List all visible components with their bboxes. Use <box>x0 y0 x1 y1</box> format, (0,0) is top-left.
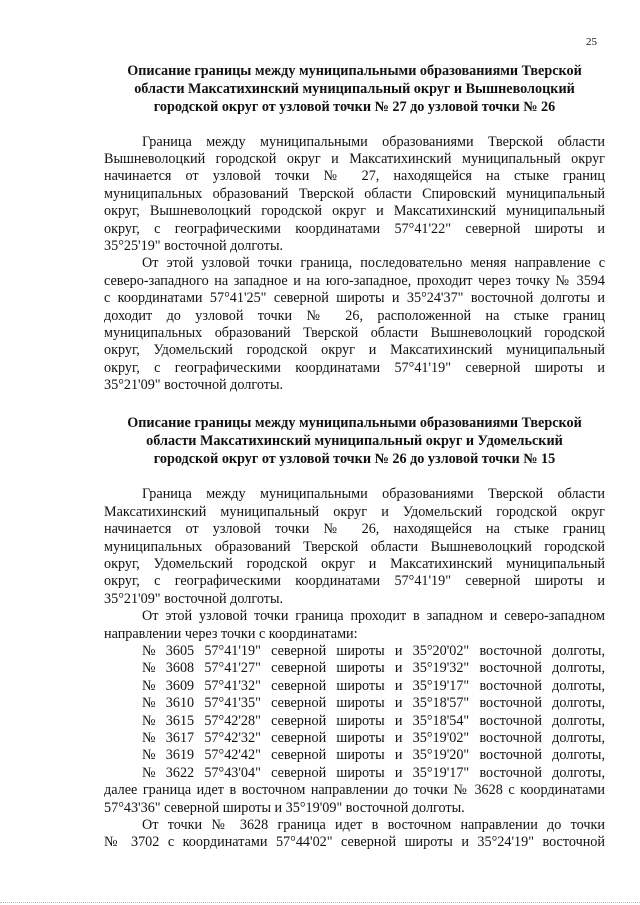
coordinate-token: 3615 <box>165 712 195 729</box>
coordinate-token: долготы, <box>552 660 605 677</box>
coordinate-token: № <box>142 747 156 764</box>
heading-line: области Максатихинский муниципальный округ и Удомельский <box>146 432 563 449</box>
text-line: Вышневолоцкий городской округ и Максатихинский муниципальный округ <box>104 151 605 168</box>
coordinate-token: 35°19'17" <box>412 764 470 781</box>
text-line: 35°25'19" восточной долготы. <box>104 238 284 255</box>
text-line: От точки № 3628 граница идет в восточном направлении до точки <box>142 817 605 834</box>
text-line: Граница между муниципальными образованиями Тверской области <box>142 486 605 503</box>
coordinate-token: № <box>142 695 156 712</box>
text-line: № 3702 с координатами 57°44'02" северной широты и 35°24'19" восточной <box>104 834 605 851</box>
coordinate-token: северной <box>271 695 327 712</box>
coordinate-token: № <box>142 660 156 677</box>
text-line: с координатами 57°41'25" северной широты и 35°24'37" восточной долготы и <box>104 290 605 307</box>
coordinate-token: и <box>394 764 403 781</box>
section-2-paragraph-2 <box>104 608 605 643</box>
heading-line: городской округ от узловой точки № 26 до узловой точки № 15 <box>153 451 556 468</box>
text-line: Максатихинский муниципальный округ и Удомельский городской округ <box>104 503 605 520</box>
section-2-paragraph-3 <box>104 782 605 817</box>
coordinate-token: 35°19'32" <box>412 660 470 677</box>
text-line: муниципальных образований Тверской области Вышневолоцкий городской <box>104 325 605 342</box>
coordinate-token: долготы, <box>552 677 605 694</box>
text-line: округ, Удомельский городской округ и Максатихинский муниципальный <box>104 555 605 572</box>
coordinate-token: долготы, <box>552 730 605 746</box>
coordinate-token: северной <box>271 642 327 659</box>
text-line: 35°21'09" восточной долготы. <box>104 377 284 394</box>
coordinate-token: северной <box>271 677 327 694</box>
coordinate-token: 35°19'17" <box>412 677 470 694</box>
coordinate-token: 3619 <box>165 747 195 764</box>
section-1-paragraph-2 <box>104 255 605 394</box>
coordinate-token: широты <box>336 660 385 677</box>
text-line: округ, с географическими координатами 57°41'22" северной широты и <box>104 220 605 237</box>
coordinate-token: восточной <box>479 730 542 746</box>
section-1-paragraph-1 <box>104 134 605 256</box>
coordinate-token: 57°41'35" <box>204 695 261 712</box>
coordinate-token: № <box>142 677 156 694</box>
coordinate-token: восточной <box>479 660 542 677</box>
coordinate-token: широты <box>336 712 385 729</box>
coordinate-row <box>104 713 605 730</box>
section-2-paragraph-1 <box>104 486 605 608</box>
coordinate-token: 57°42'42" <box>204 747 261 764</box>
section-2-body <box>104 486 605 852</box>
coordinate-token: восточной <box>479 677 542 694</box>
heading-line: Описание границы между муниципальными образованиями Тверской <box>127 414 582 431</box>
coordinate-token: № <box>142 642 156 659</box>
coordinate-row <box>104 678 605 695</box>
section-1-body <box>104 134 605 395</box>
text-line: северо-западного на западное и на юго-западное, проходит через точку № 3594 <box>104 272 605 289</box>
coordinate-token: 35°19'20" <box>412 747 470 764</box>
text-line: муниципальных образований Тверской области Спировский муниципальный <box>104 185 605 202</box>
coordinate-row <box>104 730 605 747</box>
coordinate-token: широты <box>336 730 385 746</box>
coordinate-token: широты <box>336 764 385 781</box>
coordinate-token: долготы, <box>552 764 605 781</box>
coordinate-token: 57°42'28" <box>204 712 261 729</box>
heading-line: городской округ от узловой точки № 27 до узловой точки № 26 <box>153 99 556 116</box>
coordinate-token: северной <box>271 764 327 781</box>
coordinate-token: широты <box>336 642 385 659</box>
coordinate-token: № <box>142 712 156 729</box>
section-2-heading <box>104 414 605 469</box>
coordinate-token: и <box>394 677 403 694</box>
heading-line: Описание границы между муниципальными образованиями Тверской <box>127 63 582 79</box>
heading-line: области Максатихинский муниципальный округ и Вышневолоцкий <box>134 81 575 98</box>
coordinate-token: восточной <box>479 764 542 781</box>
coordinate-token: широты <box>336 747 385 764</box>
coordinate-row <box>104 660 605 677</box>
text-line: далее граница идет в восточном направлении до точки № 3628 с координатами <box>104 782 605 799</box>
coordinate-token: 57°41'19" <box>204 642 261 659</box>
text-line: округ, с географическими координатами 57°41'19" северной широты и <box>104 359 605 376</box>
text-line: муниципальных образований Тверской области Вышневолоцкий городской <box>104 538 605 555</box>
coordinate-token: 3608 <box>165 660 195 677</box>
coordinate-token: 3609 <box>165 677 195 694</box>
coordinate-token: северной <box>271 730 327 746</box>
coordinate-token: и <box>394 730 403 746</box>
coordinate-token: 3622 <box>165 764 195 781</box>
page-bottom-divider <box>0 902 640 903</box>
coordinate-token: восточной <box>479 747 542 764</box>
coordinate-token: и <box>394 695 403 712</box>
coordinate-token: долготы, <box>552 642 605 659</box>
text-line: 35°21'09" восточной долготы. <box>104 590 284 607</box>
section-1-heading <box>104 62 605 117</box>
coordinate-token: широты <box>336 695 385 712</box>
coordinate-token: широты <box>336 677 385 694</box>
section-2-paragraph-4 <box>104 817 605 852</box>
text-line: округ, Удомельский городской округ и Максатихинский муниципальный <box>104 342 605 359</box>
text-line: доходит до узловой точки № 26, расположенной на стыке границ <box>104 307 605 324</box>
page-number: 25 <box>586 36 597 48</box>
text-line: начинается от узловой точки № 26, находящейся на стыке границ <box>104 521 605 538</box>
text-line: От этой узловой точки граница проходит в западном и северо-западном <box>142 608 605 625</box>
coordinate-token: 35°18'57" <box>412 695 470 712</box>
text-line: направлении через точки с координатами: <box>104 625 358 642</box>
text-line: 57°43'36" северной широты и 35°19'09" восточной долготы. <box>104 799 465 816</box>
coordinate-token: 3605 <box>165 642 195 659</box>
coordinate-token: 57°42'32" <box>204 730 261 746</box>
coordinate-token: восточной <box>479 642 542 659</box>
document-body <box>104 62 605 852</box>
coordinate-token: северной <box>271 712 327 729</box>
coordinate-token: № <box>142 764 156 781</box>
coordinate-token: и <box>394 660 403 677</box>
coordinate-token: восточной <box>479 695 542 712</box>
coordinate-row <box>104 643 605 660</box>
coordinate-token: 57°41'27" <box>204 660 261 677</box>
coordinate-token: долготы, <box>552 712 605 729</box>
text-line: Граница между муниципальными образованиями Тверской области <box>142 133 605 150</box>
coordinate-token: долготы, <box>552 695 605 712</box>
coordinate-token: 3617 <box>165 730 195 746</box>
coordinate-token: и <box>394 712 403 729</box>
coordinate-token: долготы, <box>552 747 605 764</box>
text-line: округ, Вышневолоцкий городской округ и Максатихинский муниципальный <box>104 203 605 220</box>
coordinate-token: 57°41'32" <box>204 677 261 694</box>
coordinate-token: 35°19'02" <box>412 730 470 746</box>
text-line: округ, с географическими координатами 57°41'19" северной широты и <box>104 573 605 590</box>
coordinate-token: и <box>394 642 403 659</box>
coordinate-token: восточной <box>479 712 542 729</box>
coordinate-token: № <box>142 730 156 746</box>
coordinate-token: 35°18'54" <box>412 712 470 729</box>
coordinate-token: 35°20'02" <box>412 642 470 659</box>
coordinate-token: 3610 <box>165 695 195 712</box>
coordinate-list <box>104 643 605 782</box>
text-line: начинается от узловой точки № 27, находящейся на стыке границ <box>104 168 605 185</box>
coordinate-token: и <box>394 747 403 764</box>
coordinate-token: северной <box>271 660 327 677</box>
coordinate-row <box>104 765 605 782</box>
coordinate-token: 57°43'04" <box>204 764 261 781</box>
coordinate-row <box>104 695 605 712</box>
coordinate-token: северной <box>271 747 327 764</box>
text-line: От этой узловой точки граница, последовательно меняя направление с <box>142 255 605 272</box>
coordinate-row <box>104 747 605 764</box>
